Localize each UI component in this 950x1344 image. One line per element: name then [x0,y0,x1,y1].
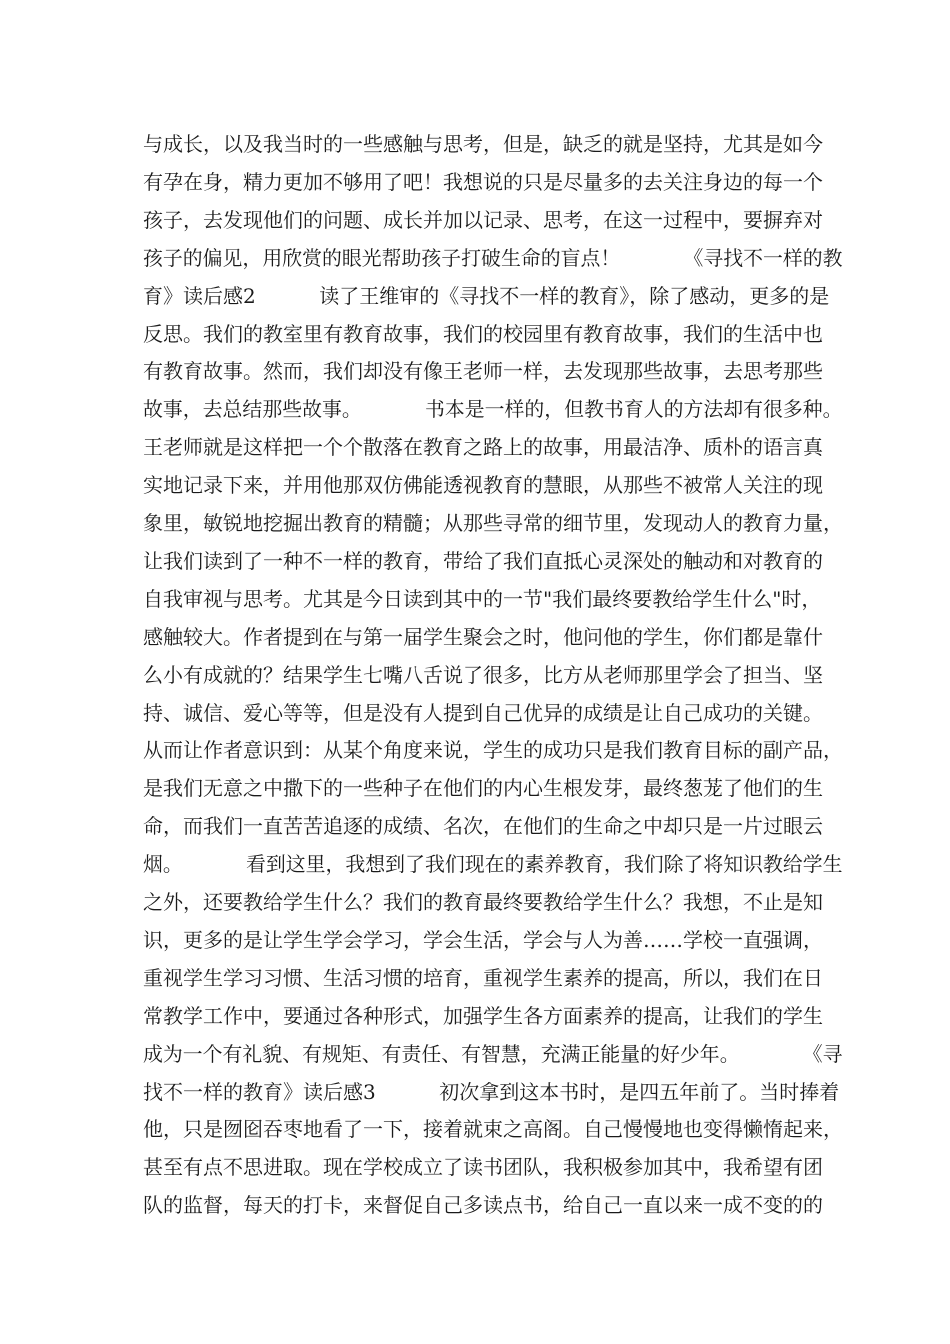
text-line: 烟。 看到这里，我想到了我们现在的素养教育，我们除了将知识教给学生 [143,852,843,876]
text-line: 成为一个有礼貌、有规矩、有责任、有智慧，充满正能量的好少年。 《寻 [143,1042,843,1066]
text-line: 他，只是囫囵吞枣地看了一下，接着就束之高阁。自己慢慢地也变得懒惰起来， [143,1117,843,1141]
text-line: 实地记录下来，并用他那双仿佛能透视教育的慧眼，从那些不被常人关注的现 [143,473,823,497]
text-line: 故事，去总结那些故事。 书本是一样的，但教书育人的方法却有很多种。 [143,397,843,421]
text-line: 命，而我们一直苦苦追逐的成绩、名次，在他们的生命之中却只是一片过眼云 [143,814,823,838]
text-line: 孩子，去发现他们的问题、成长并加以记录、思考，在这一过程中，要摒弃对 [143,208,823,232]
text-line: 持、诚信、爱心等等，但是没有人提到自己优异的成绩是让自己成功的关键。 [143,701,823,725]
text-line: 自我审视与思考。尤其是今日读到其中的一节"我们最终要教给学生什么"时， [143,587,822,611]
text-line: 让我们读到了一种不一样的教育，带给了我们直抵心灵深处的触动和对教育的 [143,549,823,573]
text-line: 有教育故事。然而，我们却没有像王老师一样，去发现那些故事，去思考那些 [143,359,823,383]
text-line: 么小有成就的？结果学生七嘴八舌说了很多，比方从老师那里学会了担当、坚 [143,663,823,687]
text-line: 孩子的偏见，用欣赏的眼光帮助孩子打破生命的盲点！ 《寻找不一样的教 [143,246,843,270]
text-line: 有孕在身，精力更加不够用了吧！我想说的只是尽量多的去关注身边的每一个 [143,170,823,194]
text-line: 王老师就是这样把一个个散落在教育之路上的故事，用最洁净、质朴的语言真 [143,435,823,459]
text-line: 重视学生学习习惯、生活习惯的培育，重视学生素养的提高，所以，我们在日 [143,966,823,990]
text-line: 之外，还要教给学生什么？我们的教育最终要教给学生什么？我想，不止是知 [143,890,823,914]
text-line: 象里，敏锐地挖掘出教育的精髓；从那些寻常的细节里，发现动人的教育力量， [143,511,843,535]
text-line: 找不一样的教育》读后感3 初次拿到这本书时，是四五年前了。当时捧着 [143,1080,840,1104]
text-line: 识，更多的是让学生学会学习，学会生活，学会与人为善……学校一直强调， [143,928,823,952]
text-line: 反思。我们的教室里有教育故事，我们的校园里有教育故事，我们的生活中也 [143,322,823,346]
text-line: 与成长，以及我当时的一些感触与思考，但是，缺乏的就是坚持，尤其是如今 [143,132,823,156]
text-line: 育》读后感2 读了王维审的《寻找不一样的教育》，除了感动，更多的是 [143,284,830,308]
text-line: 感触较大。作者提到在与第一届学生聚会之时，他问他的学生，你们都是靠什 [143,625,823,649]
text-line: 常教学工作中，要通过各种形式，加强学生各方面素养的提高，让我们的学生 [143,1004,823,1028]
text-line: 从而让作者意识到：从某个角度来说，学生的成功只是我们教育目标的副产品， [143,738,843,762]
text-line: 甚至有点不思进取。现在学校成立了读书团队，我积极参加其中，我希望有团 [143,1155,823,1179]
text-line: 队的监督，每天的打卡，来督促自己多读点书，给自己一直以来一成不变的的 [143,1193,823,1217]
text-line: 是我们无意之中撒下的一些种子在他们的内心生根发芽，最终葱茏了他们的生 [143,776,823,800]
